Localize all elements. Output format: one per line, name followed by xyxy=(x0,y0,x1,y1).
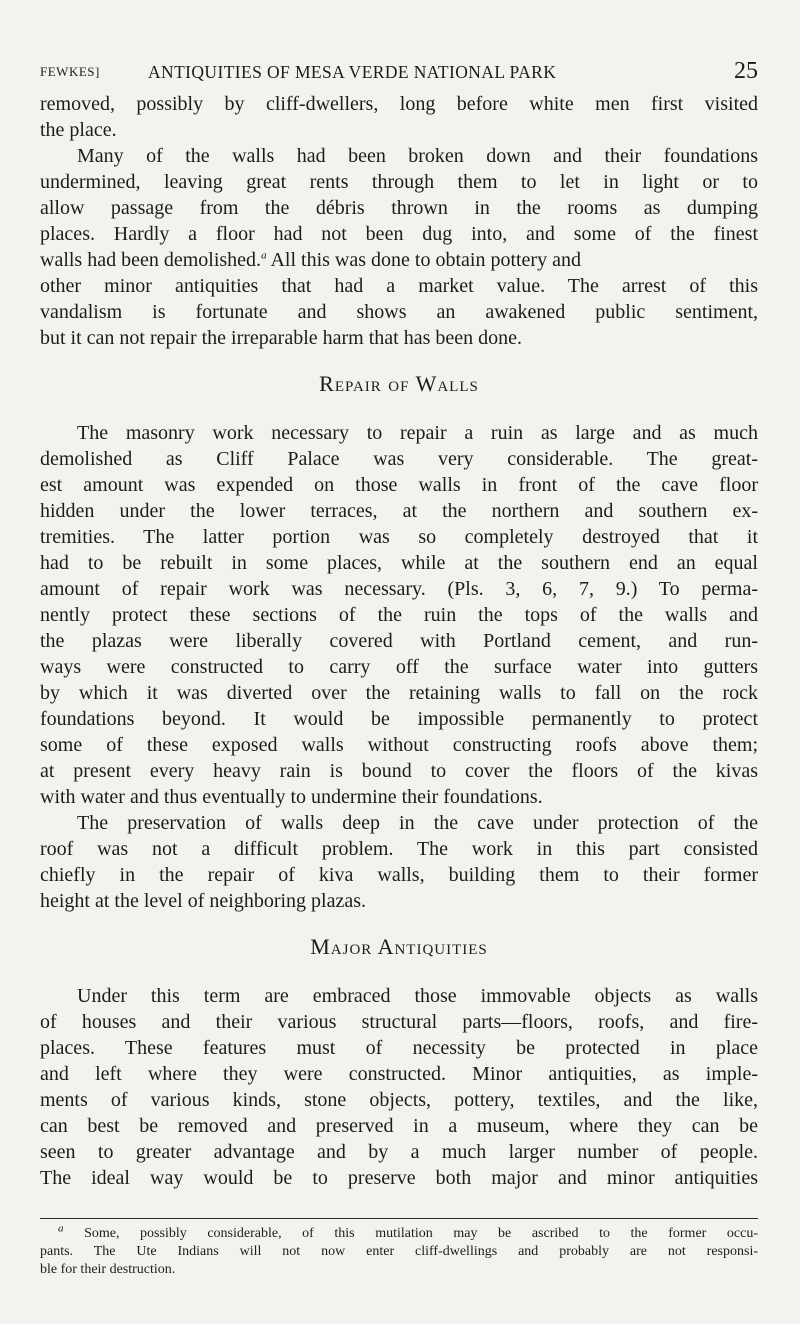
text-line: places. These features must of necessity be protected in place xyxy=(40,1037,758,1059)
paragraph-preservation xyxy=(40,810,758,914)
text-line: The ideal way would be to preserve both major and minor antiquities xyxy=(40,1167,758,1189)
text-line: had to be rebuilt in some places, while at the southern end an equal xyxy=(40,552,758,574)
text-line: but it can not repair the irreparable harm that has been done. xyxy=(40,327,523,349)
text-fragment: All this was done to obtain pottery and xyxy=(266,249,581,271)
text-line: seen to greater advantage and by a much larger number of people. xyxy=(40,1141,758,1163)
text-line: demolished as Cliff Palace was very considerable. The great- xyxy=(40,448,758,470)
text-line: at present every heavy rain is bound to cover the floors of the kivas xyxy=(40,760,758,782)
text-line: height at the level of neighboring plazas. xyxy=(40,890,367,912)
text-line: vandalism is fortunate and shows an awakened public sentiment, xyxy=(40,301,758,323)
text-line: foundations beyond. It would be impossible permanently to protect xyxy=(40,708,758,730)
text-line: ways were constructed to carry off the surface water into gutters xyxy=(40,656,758,678)
footnote-line: ble for their destruction. xyxy=(40,1262,176,1277)
text-line: places. Hardly a floor had not been dug into, and some of the finest xyxy=(40,223,758,245)
text-line: allow passage from the débris thrown in the rooms as dumping xyxy=(40,197,758,219)
text-line: some of these exposed walls without constructing roofs above them; xyxy=(40,734,758,756)
footnote-reference: a xyxy=(261,249,267,262)
text-line: est amount was expended on those walls in front of the cave floor xyxy=(40,474,758,496)
paragraph-walls-broken xyxy=(40,143,758,351)
text-line: undermined, leaving great rents through them to let in light or to xyxy=(40,171,758,193)
text-line: Many of the walls had been broken down and their foundations xyxy=(77,145,758,167)
text-fragment: walls had been demolished. xyxy=(40,249,262,271)
footnote-divider xyxy=(40,1218,758,1219)
text-line: the place. xyxy=(40,119,117,141)
author-running-head: FEWKES] xyxy=(40,64,100,79)
text-line xyxy=(40,247,758,273)
paragraph-masonry xyxy=(40,420,758,810)
footnote-line xyxy=(40,1222,758,1243)
footnote-line: pants. The Ute Indians will not now enter cliff-dwellings and probably are not responsi- xyxy=(40,1244,758,1259)
paragraph-removed xyxy=(40,91,758,143)
text-line: other minor antiquities that had a market value. The arrest of this xyxy=(40,275,758,297)
text-line: Under this term are embraced those immovable objects as walls xyxy=(77,985,758,1007)
text-line: ments of various kinds, stone objects, pottery, textiles, and the like, xyxy=(40,1089,758,1111)
text-line: removed, possibly by cliff-dwellers, long before white men first visited xyxy=(40,93,758,115)
text-line: chiefly in the repair of kiva walls, building them to their former xyxy=(40,864,758,886)
footnote xyxy=(40,1222,758,1279)
text-line: of houses and their various structural parts—floors, roofs, and fire- xyxy=(40,1011,758,1033)
footnote-marker: a xyxy=(58,1222,64,1235)
text-line: amount of repair work was necessary. (Pls. 3, 6, 7, 9.) To perma- xyxy=(40,578,758,600)
text-line: hidden under the lower terraces, at the northern and southern ex- xyxy=(40,500,758,522)
running-head xyxy=(40,58,758,94)
body-text xyxy=(40,91,758,1191)
text-line: roof was not a difficult problem. The work in this part consisted xyxy=(40,838,758,860)
text-fragment: Some, possibly considerable, of this mutilation may be ascribed to the former occu- xyxy=(63,1226,758,1241)
text-line: with water and thus eventually to undermine their foundations. xyxy=(40,786,543,808)
text-line: can best be removed and preserved in a museum, where they can be xyxy=(40,1115,758,1137)
text-line: tremities. The latter portion was so completely destroyed that it xyxy=(40,526,758,548)
text-line: and left where they were constructed. Minor antiquities, as imple- xyxy=(40,1063,758,1085)
section-heading-major-antiquities: Major Antiquities xyxy=(310,934,488,959)
page-title: ANTIQUITIES OF MESA VERDE NATIONAL PARK xyxy=(148,62,557,82)
text-line: nently protect these sections of the ruin the tops of the walls and xyxy=(40,604,758,626)
text-line: The masonry work necessary to repair a ruin as large and as much xyxy=(77,422,758,444)
paragraph-major-antiquities xyxy=(40,983,758,1191)
page-number: 25 xyxy=(734,58,758,84)
text-line: The preservation of walls deep in the cave under protection of the xyxy=(77,812,758,834)
text-line: by which it was diverted over the retaining walls to fall on the rock xyxy=(40,682,758,704)
text-line: the plazas were liberally covered with Portland cement, and run- xyxy=(40,630,758,652)
section-heading-repair-of-walls: Repair of Walls xyxy=(319,371,479,396)
